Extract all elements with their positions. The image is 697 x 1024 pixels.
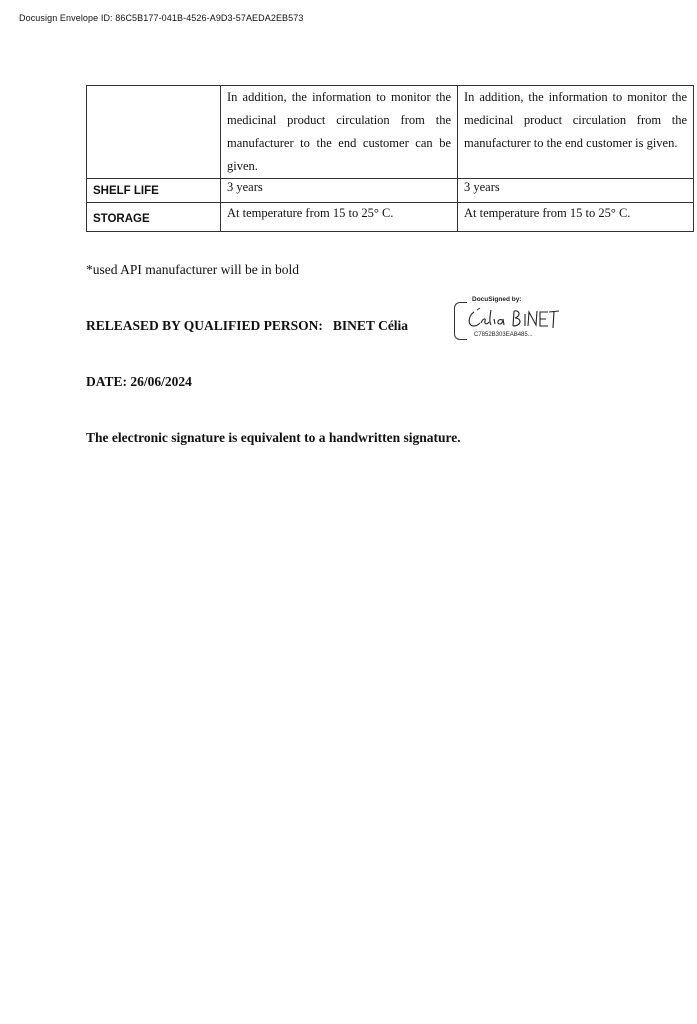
table-row [87, 86, 694, 179]
table-row [87, 179, 694, 203]
release-label: RELEASED BY QUALIFIED PERSON: [86, 318, 323, 333]
docusign-signature-block [454, 296, 564, 342]
table-cell: In addition, the information to monitor the medicinal product circulation from the manufacturer to the end customer can be given. [221, 86, 458, 179]
row-label [87, 86, 221, 179]
row-label-storage: STORAGE [87, 203, 221, 232]
qualified-person-name: BINET Célia [332, 318, 409, 333]
docusign-header: DocuSigned by: [472, 296, 522, 303]
table-row [87, 203, 694, 232]
release-statement [86, 318, 408, 334]
table-cell: 3 years [458, 179, 694, 203]
docusign-code: C7852B303EAB485... [474, 332, 533, 338]
table-cell: At temperature from 15 to 25° C. [221, 203, 458, 232]
handwritten-signature [464, 306, 560, 332]
footnote: *used API manufacturer will be in bold [86, 262, 299, 277]
esignature-note: The electronic signature is equivalent to a handwritten signature. [86, 430, 461, 445]
specification-table [86, 85, 694, 232]
table-cell: At temperature from 15 to 25° C. [458, 203, 694, 232]
envelope-id: Docusign Envelope ID: 86C5B177-041B-4526-A9D3-57AEDA2EB573 [19, 13, 304, 23]
row-label-shelf-life: SHELF LIFE [87, 179, 221, 203]
table-cell: 3 years [221, 179, 458, 203]
release-date: DATE: 26/06/2024 [86, 374, 192, 389]
table-cell: In addition, the information to monitor the medicinal product circulation from the manufacturer to the end customer is given. [458, 86, 694, 179]
